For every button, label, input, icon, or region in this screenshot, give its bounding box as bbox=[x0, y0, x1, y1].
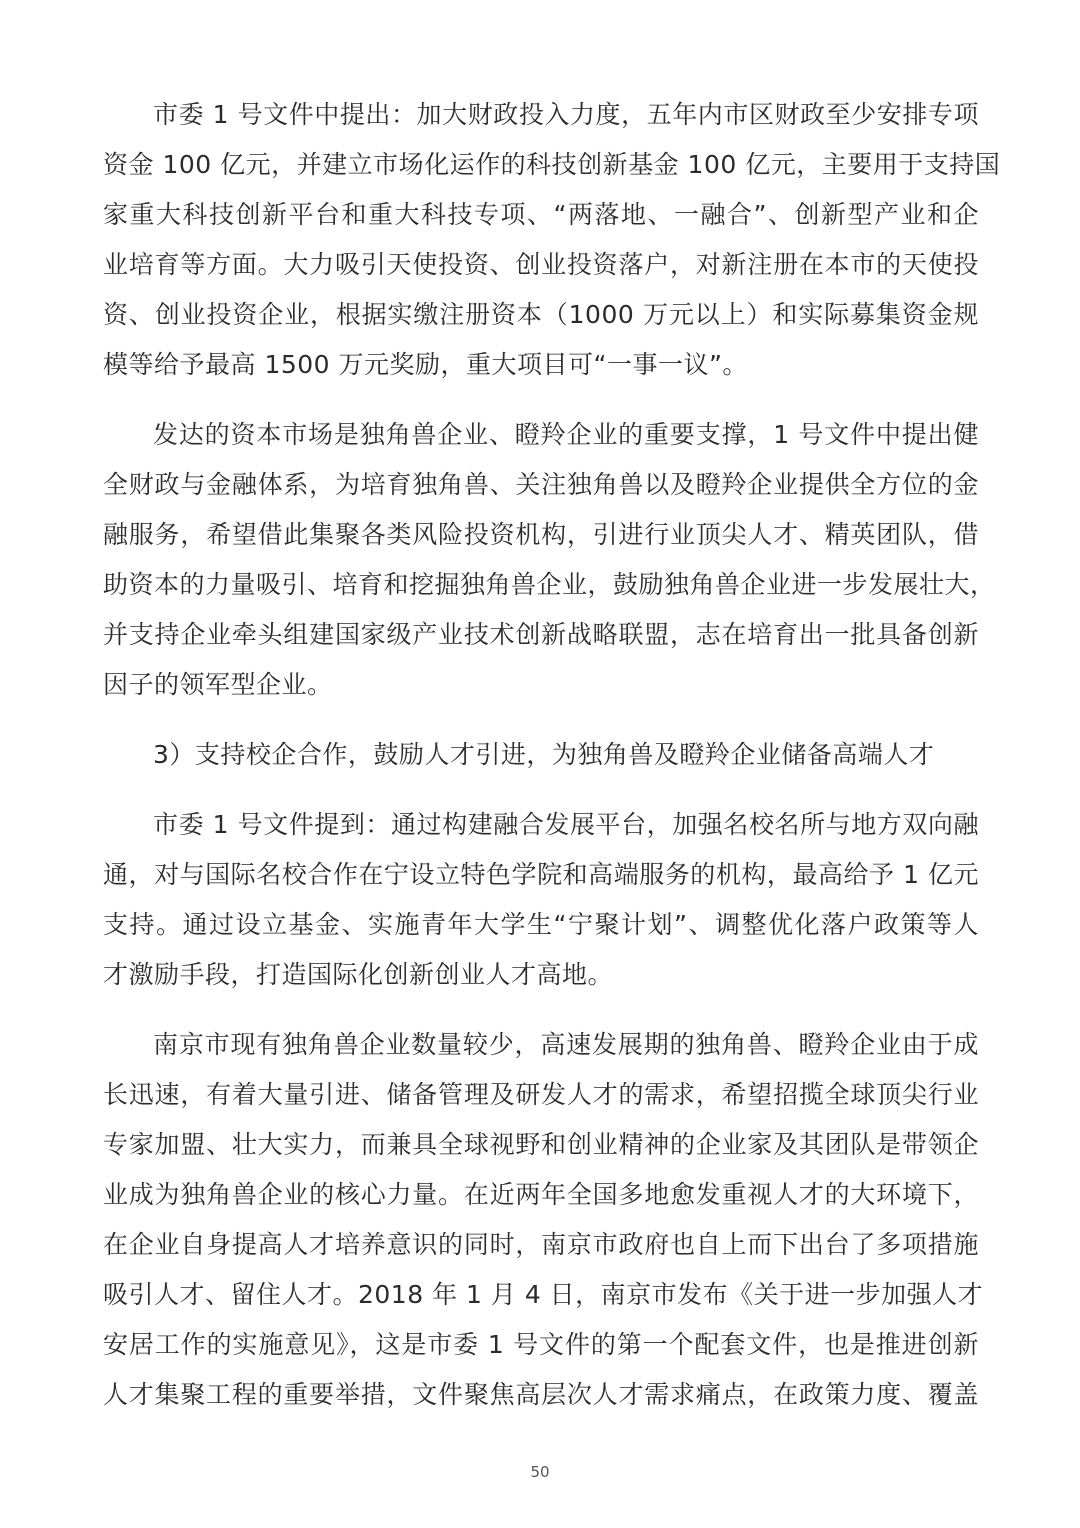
text-line: 长迅速，有着大量引进、储备管理及研发人才的需求，希望招揽全球顶尖行业 bbox=[103, 1080, 979, 1109]
document-body bbox=[103, 90, 1001, 1440]
paragraph-capital-market bbox=[103, 410, 996, 710]
text-line: 助资本的力量吸引、培育和挖掘独角兽企业，鼓励独角兽企业进一步发展壮大， bbox=[103, 570, 996, 599]
text-line: 安居工作的实施意见》，这是市委 1 号文件的第一个配套文件，也是推进创新 bbox=[103, 1330, 979, 1359]
text-line: 业培育等方面。大力吸引天使投资、创业投资落户，对新注册在本市的天使投 bbox=[103, 250, 979, 279]
text-line: 发达的资本市场是独角兽企业、瞪羚企业的重要支撑，1 号文件中提出健 bbox=[153, 420, 979, 449]
text-line: 支持。通过设立基金、实施青年大学生“宁聚计划”、调整优化落户政策等人 bbox=[103, 910, 979, 939]
paragraph-school-enterprise bbox=[103, 800, 979, 1000]
text-line: 资、创业投资企业，根据实缴注册资本（1000 万元以上）和实际募集资金规 bbox=[103, 300, 979, 329]
paragraph-talent bbox=[103, 1020, 984, 1420]
text-line: 业成为独角兽企业的核心力量。在近两年全国多地愈发重视人才的大环境下， bbox=[103, 1180, 979, 1209]
text-line: 全财政与金融体系，为培育独角兽、关注独角兽以及瞪羚企业提供全方位的金 bbox=[103, 470, 979, 499]
text-line: 并支持企业牵头组建国家级产业技术创新战略联盟，志在培育出一批具备创新 bbox=[103, 620, 979, 649]
heading-text: 3）支持校企合作，鼓励人才引进，为独角兽及瞪羚企业储备高端人才 bbox=[153, 740, 935, 769]
text-line: 家重大科技创新平台和重大科技专项、“两落地、一融合”、创新型产业和企 bbox=[103, 200, 979, 229]
text-line: 才激励手段，打造国际化创新创业人才高地。 bbox=[103, 960, 614, 989]
text-line: 通，对与国际名校合作在宁设立特色学院和高端服务的机构，最高给予 1 亿元 bbox=[103, 860, 979, 889]
text-line: 因子的领军型企业。 bbox=[103, 670, 333, 699]
text-line: 专家加盟、壮大实力，而兼具全球视野和创业精神的企业家及其团队是带领企 bbox=[103, 1130, 979, 1159]
text-line: 人才集聚工程的重要举措，文件聚焦高层次人才需求痛点，在政策力度、覆盖 bbox=[103, 1380, 979, 1409]
text-line: 市委 1 号文件提到：通过构建融合发展平台，加强名校名所与地方双向融 bbox=[153, 810, 979, 839]
text-line: 市委 1 号文件中提出：加大财政投入力度，五年内市区财政至少安排专项 bbox=[153, 100, 979, 129]
text-line: 南京市现有独角兽企业数量较少，高速发展期的独角兽、瞪羚企业由于成 bbox=[153, 1030, 979, 1059]
text-line: 吸引人才、留住人才。2018 年 1 月 4 日，南京市发布《关于进一步加强人才 bbox=[103, 1280, 984, 1309]
paragraph-fiscal-investment bbox=[103, 90, 1001, 390]
text-line: 模等给予最高 1500 万元奖励，重大项目可“一事一议”。 bbox=[103, 350, 748, 379]
text-line: 在企业自身提高人才培养意识的同时，南京市政府也自上而下出台了多项措施 bbox=[103, 1230, 979, 1259]
page-number: 50 bbox=[530, 1463, 550, 1481]
text-line: 资金 100 亿元，并建立市场化运作的科技创新基金 100 亿元，主要用于支持国 bbox=[103, 150, 1001, 179]
section-heading bbox=[103, 730, 979, 780]
text-line: 融服务，希望借此集聚各类风险投资机构，引进行业顶尖人才、精英团队，借 bbox=[103, 520, 979, 549]
